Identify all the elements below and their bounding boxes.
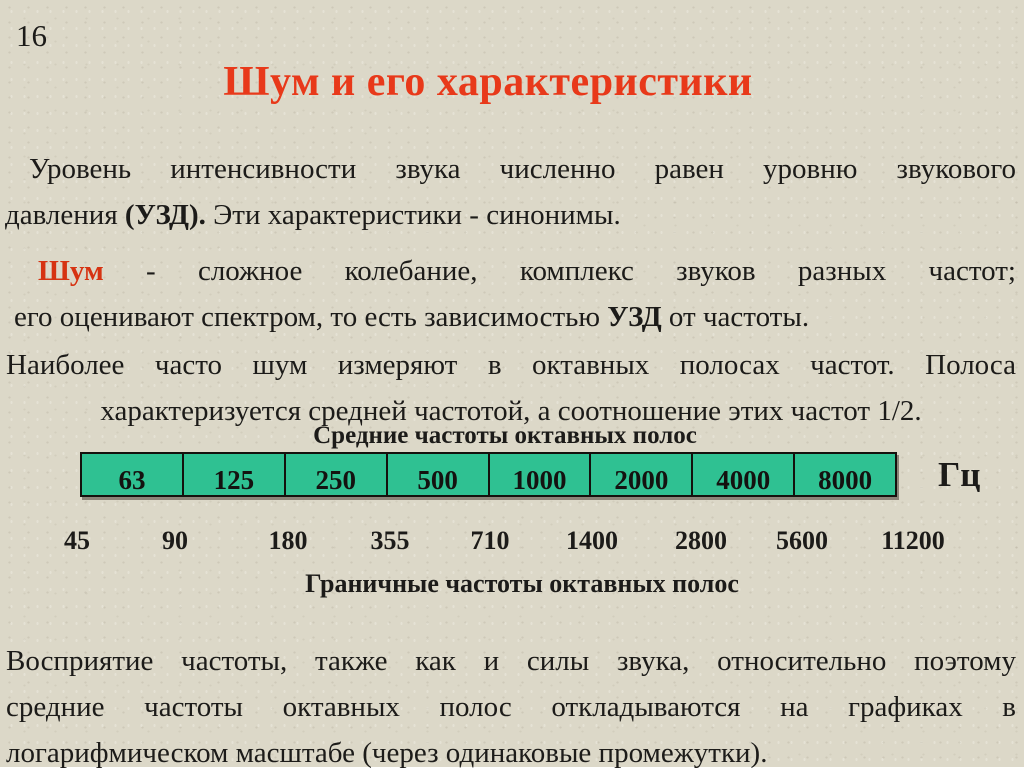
boundary-frequency-value: 355 bbox=[370, 526, 410, 555]
text-segment: Эти характеристики - синонимы. bbox=[205, 199, 621, 231]
octave-table-caption-top: Средние частоты октавных полос bbox=[313, 422, 697, 449]
text-segment: - сложное колебание, комплекс звуков разных частот; bbox=[103, 255, 1016, 287]
octave-center-frequency-cell: 1000 bbox=[490, 454, 592, 495]
text-line bbox=[6, 684, 1016, 730]
text-segment: (УЗД). bbox=[124, 199, 206, 231]
paragraph-frequency-perception bbox=[6, 638, 1016, 776]
boundary-frequency-value: 45 bbox=[64, 526, 90, 555]
octave-center-frequency-cell: 250 bbox=[286, 454, 388, 495]
text-line bbox=[6, 342, 1016, 388]
page-number: 16 bbox=[16, 18, 47, 53]
paragraph-noise-definition bbox=[14, 248, 1016, 340]
text-segment: Уровень интенсивности звука численно равен уровню звукового bbox=[29, 153, 1016, 185]
text-segment: Шум bbox=[38, 255, 104, 287]
octave-band-bar bbox=[80, 452, 897, 497]
paragraph-octave-bands bbox=[6, 342, 1016, 434]
text-segment: характеризуется средней частотой, а соотношение этих частот 1/2. bbox=[100, 395, 922, 427]
boundary-frequency-value: 90 bbox=[162, 526, 188, 555]
text-line bbox=[6, 730, 1016, 776]
text-segment: Восприятие частоты, также как и силы звука, относительно поэтому bbox=[6, 645, 1016, 677]
boundary-frequency-value: 2800 bbox=[675, 526, 727, 555]
boundary-frequency-value: 5600 bbox=[776, 526, 828, 555]
boundary-frequency-value: 11200 bbox=[881, 526, 945, 555]
text-line bbox=[5, 146, 1016, 192]
octave-center-frequency-cell: 4000 bbox=[693, 454, 795, 495]
boundary-frequency-value: 1400 bbox=[566, 526, 618, 555]
text-line bbox=[14, 294, 1016, 340]
slide-title: Шум и его характеристики bbox=[223, 59, 753, 105]
text-line bbox=[6, 638, 1016, 684]
text-line bbox=[14, 248, 1016, 294]
text-line bbox=[5, 192, 1016, 238]
octave-center-frequency-cell: 8000 bbox=[818, 464, 873, 495]
octave-center-frequency-cell: 63 bbox=[82, 454, 184, 495]
octave-center-frequency-cell: 500 bbox=[388, 454, 490, 495]
octave-center-frequency-cell: 125 bbox=[184, 454, 286, 495]
text-segment: Наиболее часто шум измеряют в октавных полосах частот. Полоса bbox=[6, 349, 1016, 381]
text-segment: логарифмическом масштабе (через одинаковые промежутки). bbox=[6, 737, 768, 769]
boundary-frequency-value: 710 bbox=[470, 526, 510, 555]
paragraph-sound-intensity bbox=[5, 146, 1016, 238]
text-segment: от частоты. bbox=[661, 301, 810, 333]
octave-center-frequency-cell: 2000 bbox=[591, 454, 693, 495]
frequency-unit-label: Гц bbox=[938, 455, 981, 494]
text-segment: давления bbox=[5, 199, 125, 231]
text-segment: его оценивают спектром, то есть зависимостью bbox=[14, 301, 608, 333]
text-segment: средние частоты октавных полос откладываются на графиках в bbox=[6, 691, 1016, 723]
text-segment: УЗД bbox=[607, 301, 662, 333]
boundary-frequencies-row bbox=[0, 527, 1024, 559]
octave-table-caption-bottom: Граничные частоты октавных полос bbox=[305, 569, 739, 598]
boundary-frequency-value: 180 bbox=[268, 526, 308, 555]
